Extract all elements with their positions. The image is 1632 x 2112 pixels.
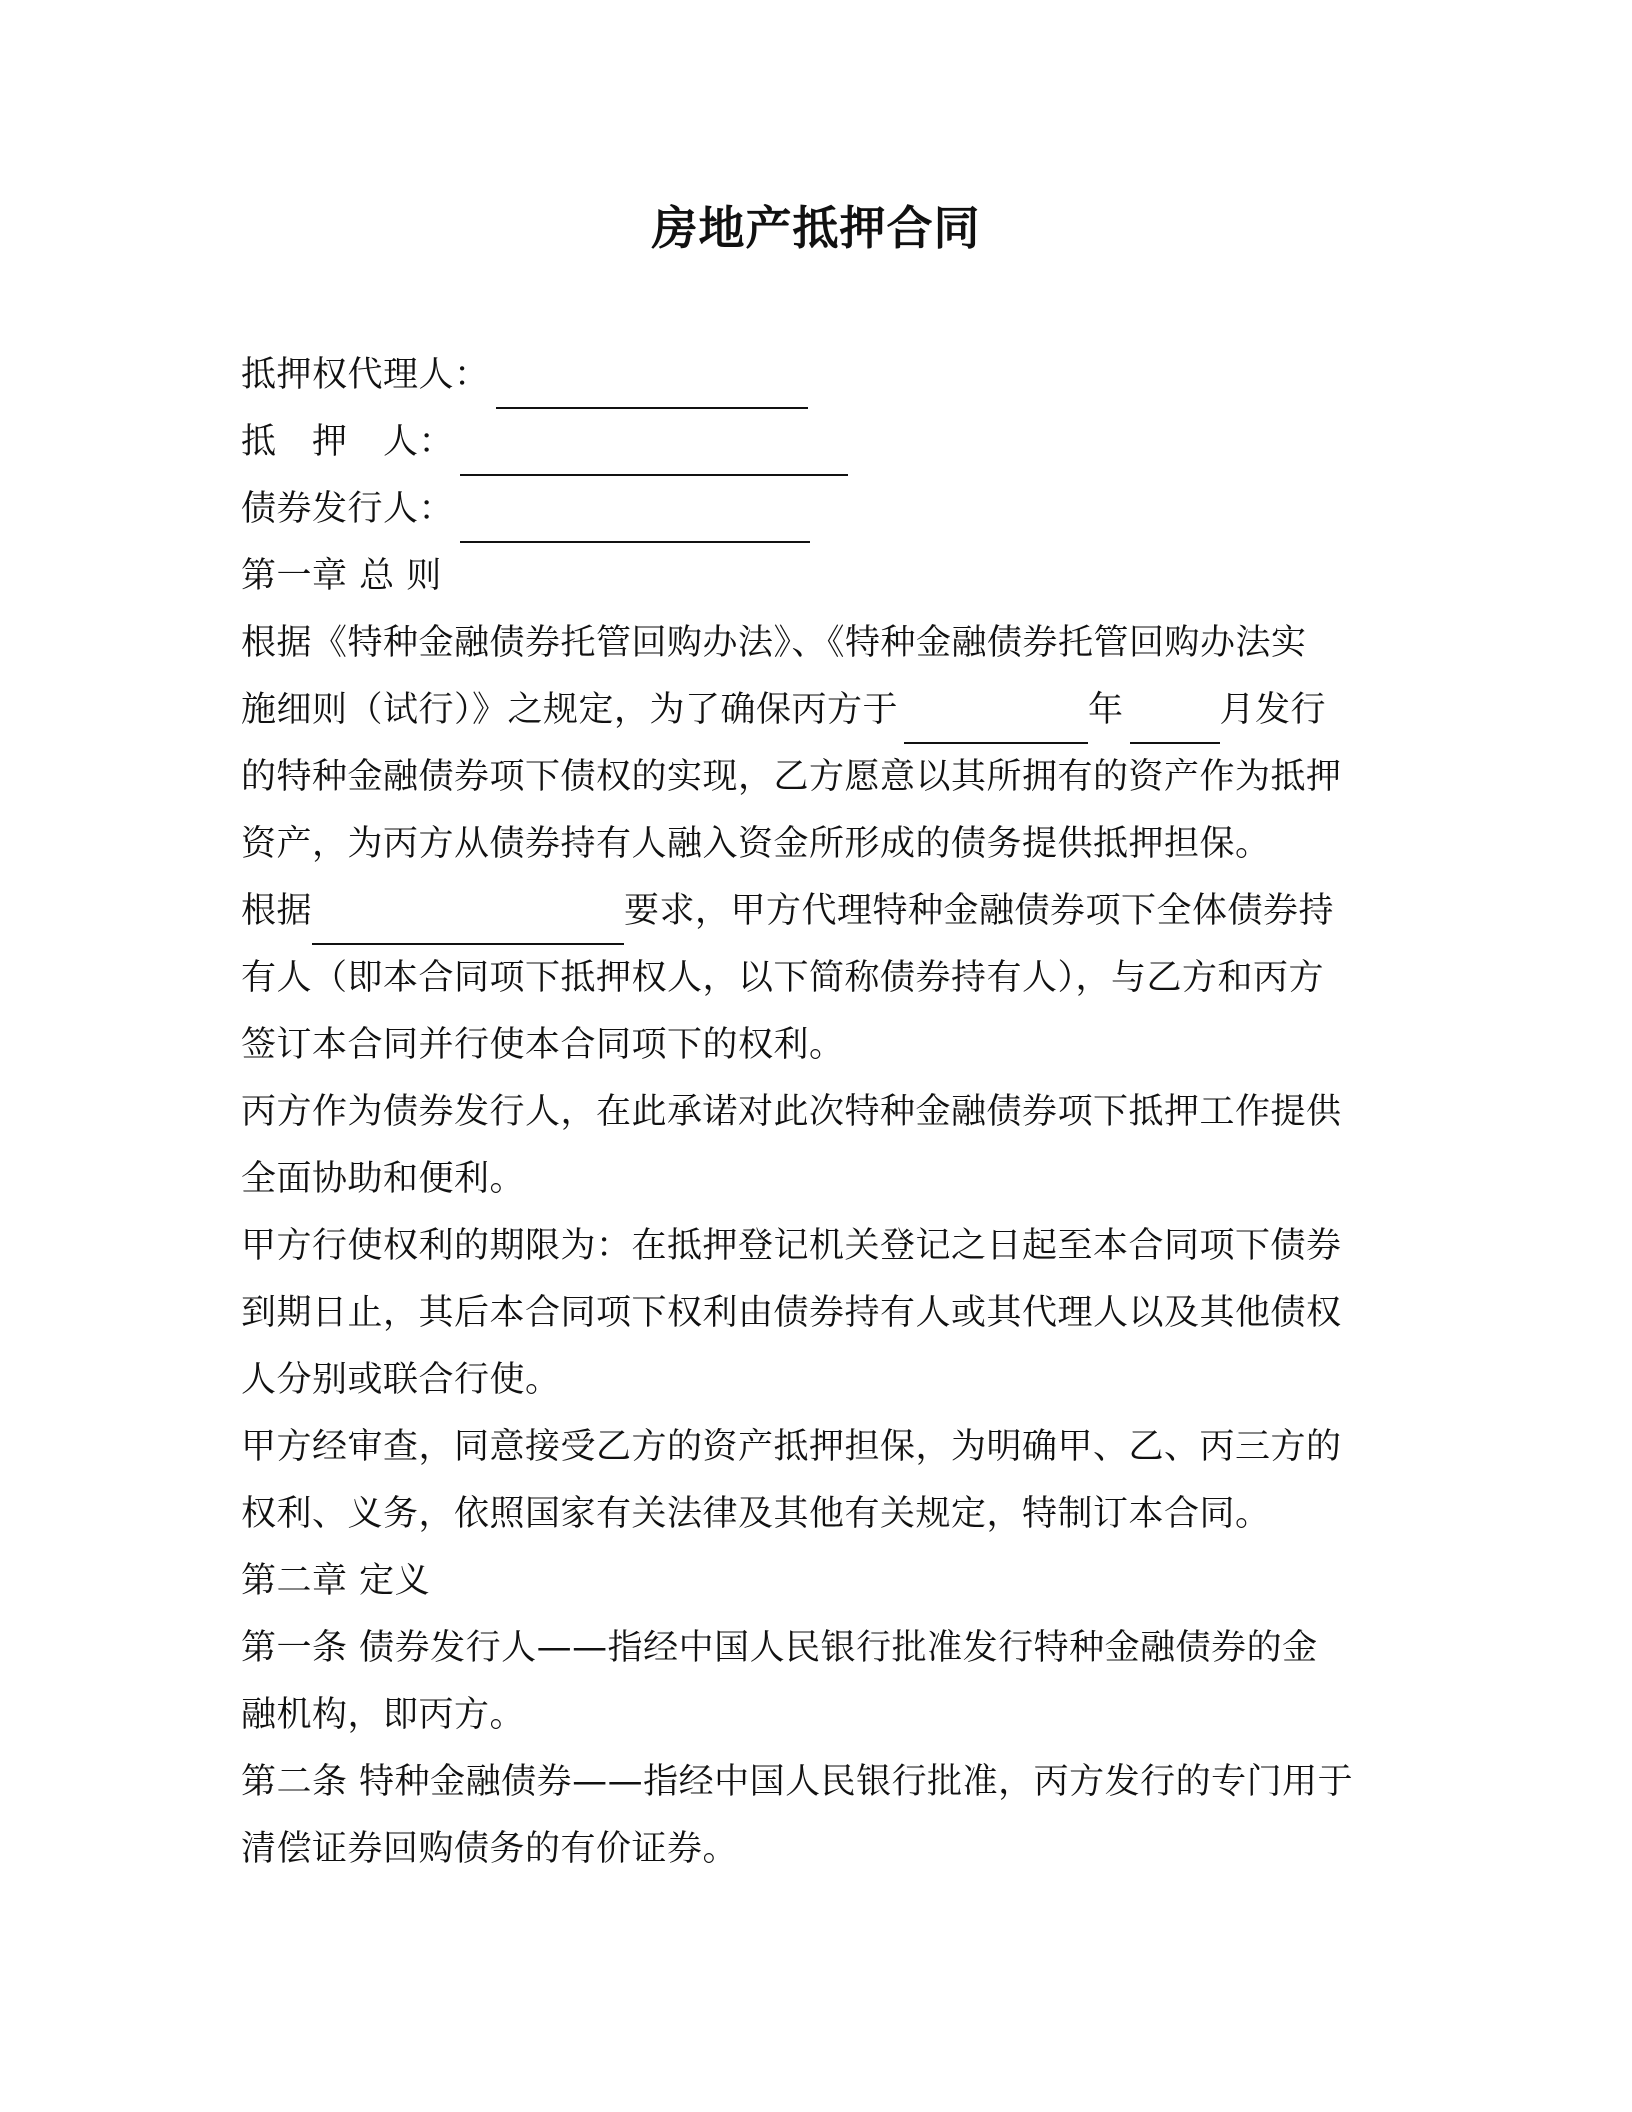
party-issuer-line (241, 476, 1391, 543)
p1-line2-text-b: 年 (1088, 690, 1124, 730)
year-blank[interactable] (904, 698, 1088, 744)
party-issuer-label: 债券发行人： (241, 489, 455, 529)
chapter1-p1-line4: 资产，为丙方从债券持有人融入资金所形成的债务提供抵押担保。 (241, 824, 1271, 864)
chapter1-p1-line1: 根据《特种金融债券托管回购办法》、《特种金融债券托管回购办法实 (241, 623, 1307, 663)
chapter1-p4-line1: 甲方行使权利的期限为：在抵押登记机关登记之日起至本合同项下债券 (241, 1226, 1342, 1266)
basis-blank[interactable] (312, 899, 624, 945)
chapter1-p5-line1: 甲方经审查，同意接受乙方的资产抵押担保，为明确甲、乙、丙三方的 (241, 1427, 1342, 1467)
chapter1-p4-line3: 人分别或联合行使。 (241, 1360, 561, 1400)
party-agent-blank[interactable] (496, 363, 808, 409)
chapter1-p5-line2: 权利、义务，依照国家有关法律及其他有关规定，特制订本合同。 (241, 1494, 1271, 1534)
chapter1-p3-line2: 全面协助和便利。 (241, 1159, 526, 1199)
month-blank[interactable] (1130, 698, 1220, 744)
chapter2-heading: 第二章 定义 (241, 1561, 431, 1601)
chapter2-article1-line2: 融机构，即丙方。 (241, 1695, 526, 1735)
party-issuer-blank[interactable] (460, 497, 810, 543)
party-mortgagor-label: 抵 押 人： (241, 422, 455, 462)
p1-line2-text-c: 月发行 (1219, 690, 1327, 730)
document-title: 房地产抵押合同 (651, 201, 981, 255)
chapter2-article1-line1: 第一条 债券发行人——指经中国人民银行批准发行特种金融债券的金 (241, 1628, 1318, 1668)
document-body (241, 342, 1391, 1883)
chapter1-p2-line3: 签订本合同并行使本合同项下的权利。 (241, 1025, 845, 1065)
party-agent-line (241, 342, 1391, 409)
party-mortgagor-line (241, 409, 1391, 476)
chapter2-article2-line2: 清偿证券回购债务的有价证券。 (241, 1829, 739, 1869)
chapter1-p4-line2: 到期日止，其后本合同项下权利由债券持有人或其代理人以及其他债权 (241, 1293, 1342, 1333)
p2-line1-text-a: 根据 (241, 891, 313, 931)
chapter1-heading: 第一章 总 则 (241, 556, 442, 596)
chapter1-p2-line2: 有人（即本合同项下抵押权人，以下简称债券持有人），与乙方和丙方 (241, 958, 1325, 998)
chapter1-p2-line1 (241, 878, 1391, 945)
party-mortgagor-blank[interactable] (460, 430, 848, 476)
chapter2-article2-line1: 第二条 特种金融债券——指经中国人民银行批准，丙方发行的专门用于 (241, 1762, 1354, 1802)
p1-line2-text-a: 施细则（试行）》之规定，为了确保丙方于 (241, 690, 899, 730)
chapter1-p1-line2 (241, 677, 1391, 744)
chapter1-p3-line1: 丙方作为债券发行人，在此承诺对此次特种金融债券项下抵押工作提供 (241, 1092, 1342, 1132)
p2-line1-text-b: 要求，甲方代理特种金融债券项下全体债券持 (624, 891, 1335, 931)
party-agent-label: 抵押权代理人： (241, 355, 490, 395)
chapter1-p1-line3: 的特种金融债券项下债权的实现，乙方愿意以其所拥有的资产作为抵押 (241, 757, 1342, 797)
